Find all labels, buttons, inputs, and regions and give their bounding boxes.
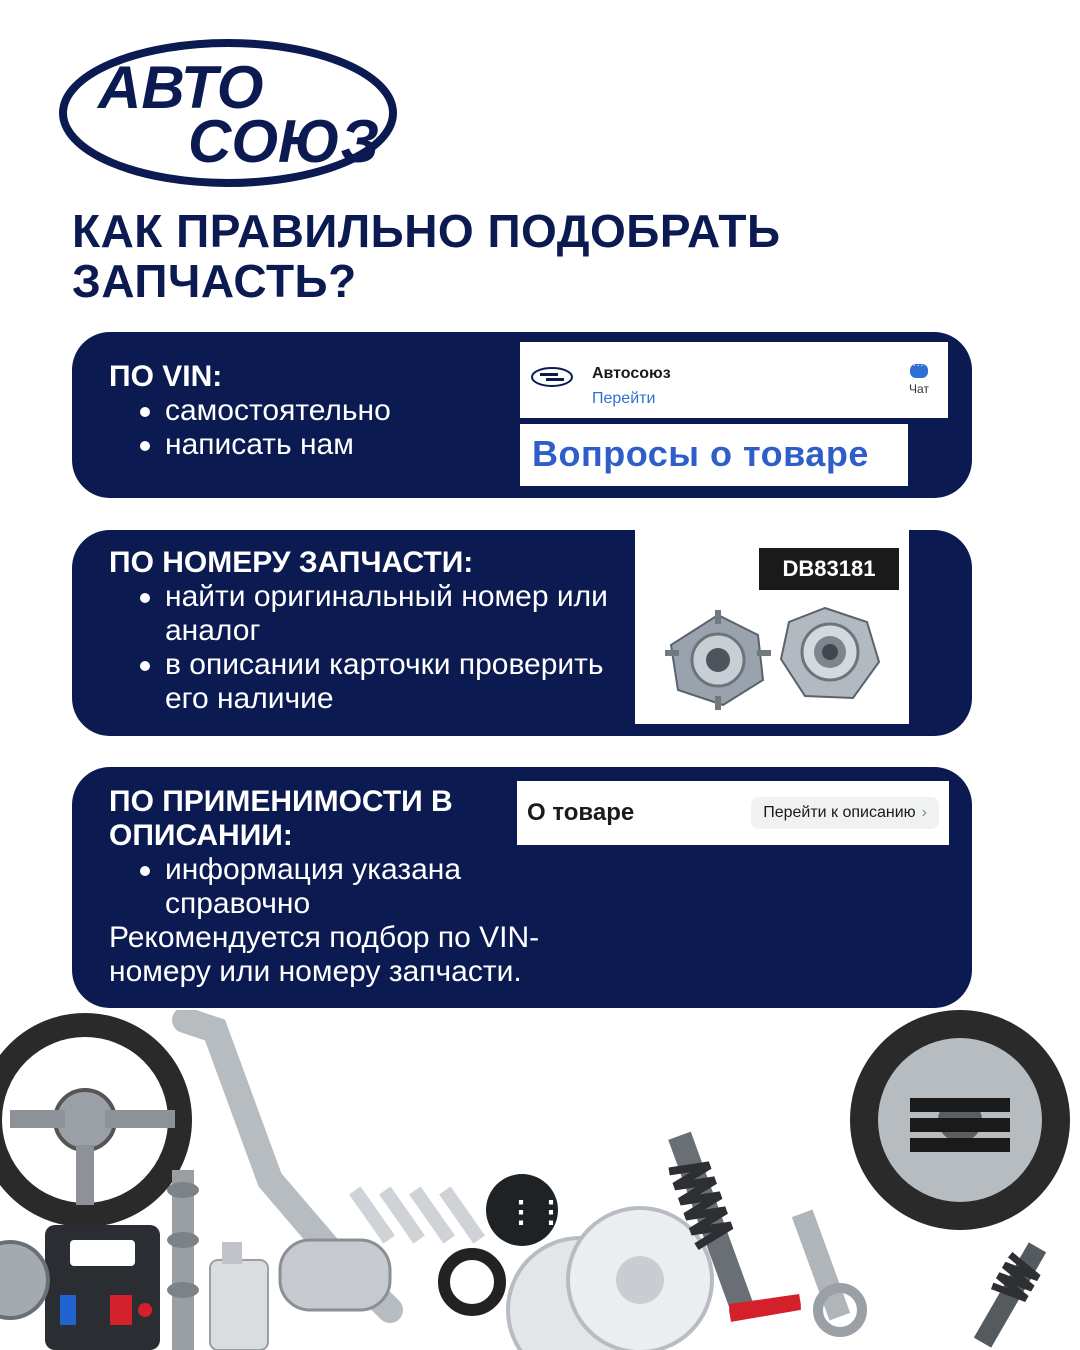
- seller-logo: [530, 366, 574, 388]
- list-item: найти оригинальный номер или аналог: [109, 580, 629, 648]
- gear-shift-knob-icon: [486, 1174, 566, 1246]
- questions-panel[interactable]: [520, 424, 908, 486]
- page-title: КАК ПРАВИЛЬНО ПОДОБРАТЬ ЗАПЧАСТЬ?: [72, 205, 781, 307]
- applicability-card-title: ПО ПРИМЕНИМОСТИ В ОПИСАНИИ:: [109, 785, 453, 852]
- applicability-card: [72, 767, 972, 1008]
- part-number-card: [72, 530, 972, 736]
- list-item: написать нам: [109, 428, 629, 462]
- camshaft-icon: [167, 1170, 199, 1350]
- part-number-card-title: ПО НОМЕРУ ЗАПЧАСТИ:: [109, 546, 474, 579]
- small-shock-absorber-icon: [974, 1242, 1046, 1347]
- chevron-right-icon: ›: [921, 804, 927, 821]
- logo-line1: АВТО: [98, 54, 264, 121]
- chat-label: Чат: [909, 382, 929, 396]
- list-item: самостоятельно: [109, 394, 629, 428]
- logo-line2: СОЮЗ: [188, 108, 380, 175]
- about-product-panel: [517, 781, 949, 845]
- seller-link[interactable]: Перейти: [592, 390, 656, 407]
- steering-wheel-icon: [0, 1025, 180, 1215]
- seller-name: Автосоюз: [592, 365, 671, 382]
- part-photo: [635, 530, 909, 724]
- wheel-tire-icon: [850, 1010, 1070, 1230]
- connecting-rod-icon: [792, 1210, 862, 1332]
- list-item: информация указана справочно: [109, 853, 529, 921]
- avtosoyuz-logo: [58, 38, 398, 188]
- turbocharger-icon: [0, 1242, 48, 1318]
- wheel-hub-icon: [663, 610, 773, 710]
- go-to-description-label: Перейти к описанию: [763, 804, 916, 821]
- go-to-description-button[interactable]: [751, 797, 939, 829]
- oil-bottle-icon: [210, 1242, 268, 1350]
- list-item: в описании карточки проверить его наличие: [109, 648, 629, 716]
- wheel-bearing-icon: [775, 604, 885, 704]
- auto-parts-illustration: [0, 1010, 1080, 1350]
- vin-card: [72, 332, 972, 498]
- chat-bubble-icon: [910, 364, 928, 378]
- chat-button[interactable]: [904, 364, 934, 396]
- svg-text:⋮⋮: ⋮⋮: [506, 1196, 566, 1229]
- questions-label: Вопросы о товаре: [532, 433, 869, 474]
- vin-card-title: ПО VIN:: [109, 360, 223, 393]
- seller-panel: [520, 342, 948, 418]
- spark-plugs-icon: [349, 1186, 485, 1243]
- recommendation-note: Рекомендуется подбор по VIN-номеру или номеру запчасти.: [109, 921, 540, 988]
- battery-icon: [45, 1225, 160, 1350]
- about-product-title: О товаре: [527, 799, 635, 826]
- part-number-label: DB83181: [759, 548, 899, 590]
- gasket-ring-icon: [444, 1254, 500, 1310]
